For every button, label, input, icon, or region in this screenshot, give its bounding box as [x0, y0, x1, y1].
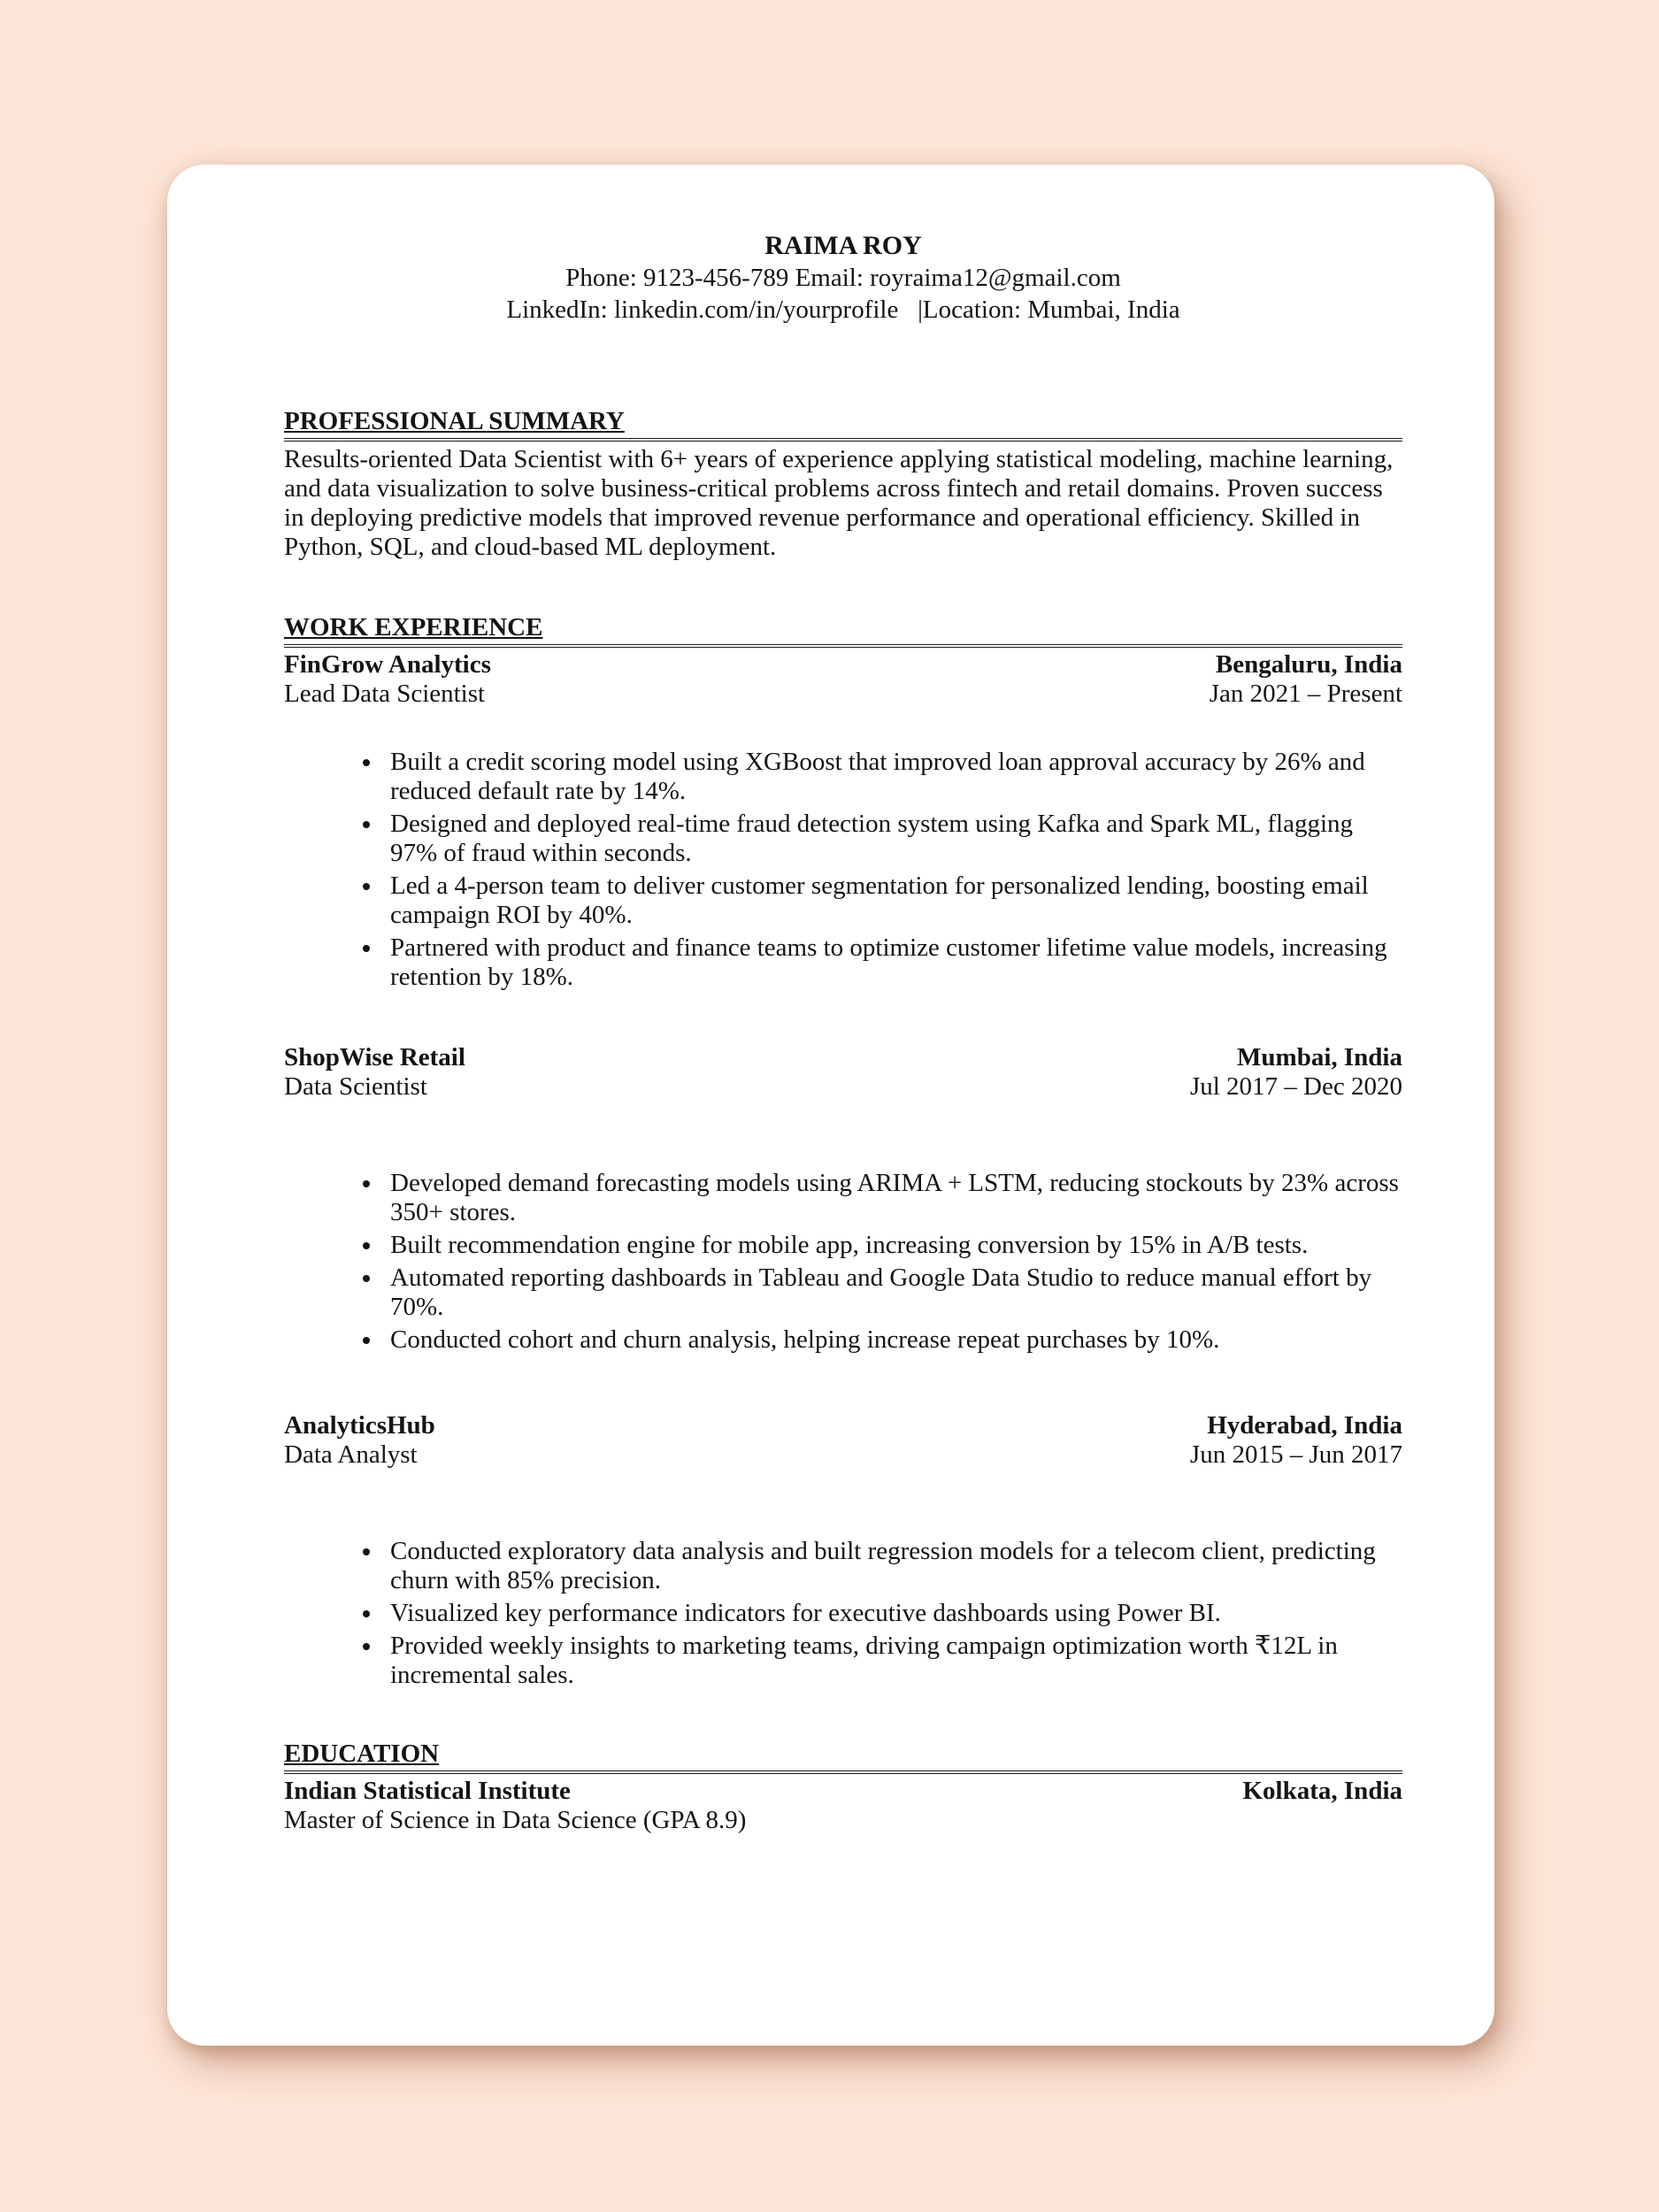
company-name: AnalyticsHub	[284, 1411, 435, 1440]
company-location: Hyderabad, India	[1207, 1411, 1402, 1440]
professional-summary-heading	[284, 407, 1402, 442]
company-name: FinGrow Analytics	[284, 650, 491, 679]
job-company-row	[284, 1043, 1402, 1072]
bullet-item: • Automated reporting dashboards in Tableau and Google Data Studio to reduce manual effort by 70%.	[383, 1263, 1402, 1322]
job-dates: Jul 2017 – Dec 2020	[1189, 1072, 1402, 1101]
contact-line-linkedin-location: LinkedIn: linkedin.com/in/yourprofile |Location: Mumbai, India	[506, 296, 1180, 324]
resume-card	[167, 165, 1494, 2046]
company-location: Bengaluru, India	[1215, 650, 1402, 679]
bullet-item: • Built a credit scoring model using XGBoost that improved loan approval accuracy by 26% and reduced default rate by 14%.	[383, 748, 1402, 806]
job-bullet-list	[284, 1537, 1402, 1690]
work-experience-heading	[284, 613, 1402, 648]
job-entry-shopwise-retail	[284, 1043, 1402, 1355]
job-title-row	[284, 1072, 1402, 1102]
bullet-item: • Conducted exploratory data analysis and built regression models for a telecom client, predicting churn with 85% precision.	[383, 1537, 1402, 1595]
education-heading-text: EDUCATION	[284, 1740, 440, 1768]
company-location: Mumbai, India	[1237, 1043, 1402, 1071]
bullet-item: • Led a 4-person team to deliver customer segmentation for personalized lending, boosting email campaign ROI by 40%.	[383, 872, 1402, 930]
bullet-item: • Partnered with product and finance teams to optimize customer lifetime value models, increasing retention by 18%.	[383, 933, 1402, 992]
job-dates: Jun 2015 – Jun 2017	[1189, 1440, 1402, 1469]
bullet-item: • Visualized key performance indicators for executive dashboards using Power BI.	[383, 1599, 1402, 1628]
bullet-item: • Provided weekly insights to marketing teams, driving campaign optimization worth ₹12L in incremental sales.	[383, 1632, 1402, 1690]
bullet-item: • Designed and deployed real-time fraud detection system using Kafka and Spark ML, flagging 97% of fraud within seconds.	[383, 810, 1402, 868]
job-bullet-list	[284, 748, 1402, 992]
job-company-row	[284, 650, 1402, 680]
education-entry	[284, 1777, 1402, 1835]
job-dates: Jan 2021 – Present	[1209, 680, 1402, 708]
job-bullet-list	[284, 1169, 1402, 1355]
job-header	[284, 650, 1402, 709]
company-name: ShopWise Retail	[284, 1043, 465, 1071]
school-location: Kolkata, India	[1242, 1777, 1402, 1805]
section-work-experience	[284, 613, 1402, 1690]
job-title-row	[284, 1440, 1402, 1470]
job-title-row	[284, 680, 1402, 709]
job-header	[284, 1411, 1402, 1470]
bullet-item: • Built recommendation engine for mobile app, increasing conversion by 15% in A/B tests.	[383, 1231, 1402, 1260]
education-heading	[284, 1740, 1402, 1774]
contact-line-phone-email: Phone: 9123-456-789 Email: royraima12@gmail.com	[565, 264, 1121, 292]
degree-name: Master of Science in Data Science (GPA 8.9)	[284, 1806, 747, 1834]
resume-header	[284, 230, 1402, 326]
education-degree-row	[284, 1806, 1402, 1835]
job-header	[284, 1043, 1402, 1102]
job-title: Lead Data Scientist	[284, 680, 486, 708]
work-experience-heading-text: WORK EXPERIENCE	[284, 613, 543, 641]
bullet-item: • Conducted cohort and churn analysis, helping increase repeat purchases by 10%.	[383, 1325, 1402, 1355]
education-school-row	[284, 1777, 1402, 1806]
job-title: Data Analyst	[284, 1440, 418, 1469]
job-company-row	[284, 1411, 1402, 1440]
job-entry-fingrow-analytics	[284, 650, 1402, 992]
bullet-item: • Developed demand forecasting models using ARIMA + LSTM, reducing stockouts by 23% across 350+ stores.	[383, 1169, 1402, 1227]
section-professional-summary	[284, 407, 1402, 562]
professional-summary-heading-text: PROFESSIONAL SUMMARY	[284, 407, 625, 435]
job-title: Data Scientist	[284, 1072, 427, 1101]
school-name: Indian Statistical Institute	[284, 1777, 571, 1805]
job-entry-analyticshub	[284, 1411, 1402, 1690]
section-education	[284, 1740, 1402, 1835]
professional-summary-paragraph: Results-oriented Data Scientist with 6+ years of experience applying statistical modeling, machine learning, and data visualization to solve business-critical problems across fintech and retail domains. Proven success in deploying predictive models that improved revenue performance and operational efficiency. Skilled in Python, SQL, and cloud-based ML deployment.	[284, 445, 1394, 561]
candidate-name: RAIMA ROY	[764, 231, 922, 260]
